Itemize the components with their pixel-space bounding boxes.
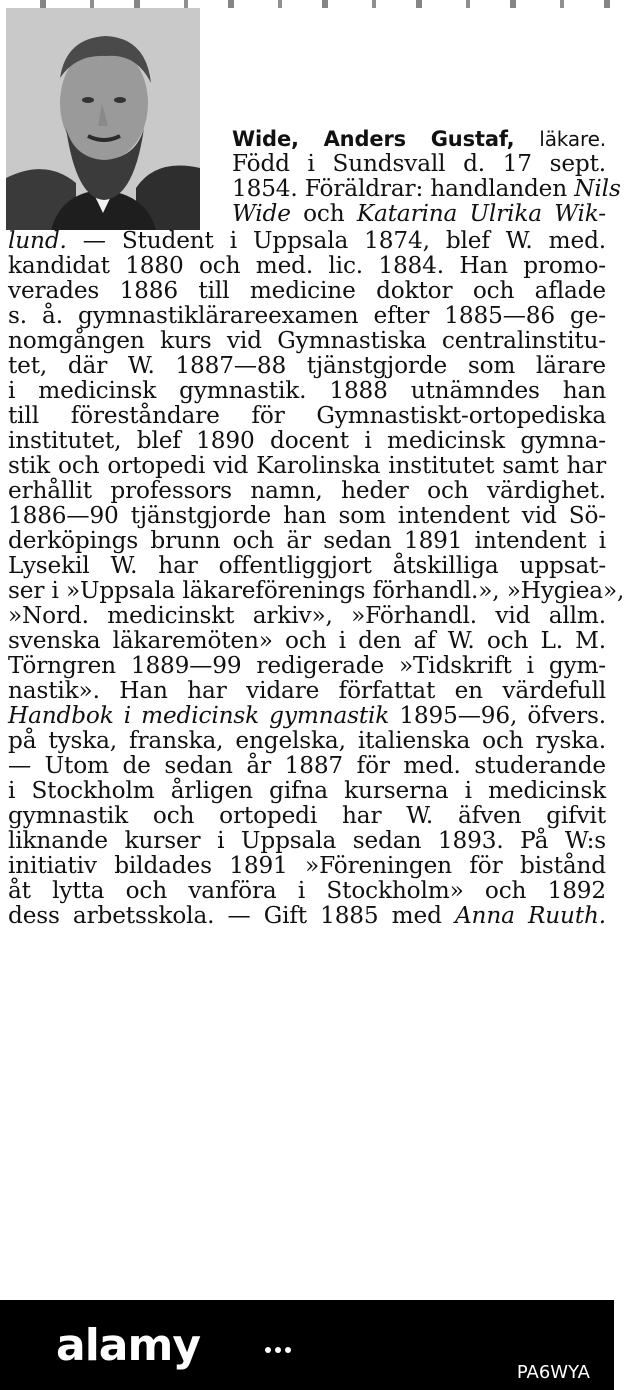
entry-line: Wide och Katarina Ulrika Wik- xyxy=(232,200,606,227)
book-title: Handbok i medicinsk gymnastik xyxy=(8,702,390,729)
cropped-previous-text xyxy=(0,0,614,8)
portrait-illustration xyxy=(6,8,200,230)
portrait-photo xyxy=(6,8,200,230)
entry-profession: läkare. xyxy=(539,127,606,151)
entry-line: initiativ bildades 1891 »Föreningen för bistånd xyxy=(8,852,606,879)
entry-line: Törngren 1889—99 redigerade »Tidskrift i gym- xyxy=(8,652,606,679)
entry-line: — Utom de sedan år 1887 för med. studerande xyxy=(8,752,606,779)
entry-name: Wide, Anders Gustaf, xyxy=(232,127,515,151)
entry-line: Född i Sundsvall d. 17 sept. xyxy=(232,150,606,177)
entry-line: erhållit professors namn, heder och värdighet. xyxy=(8,477,606,504)
entry-line: lund. — Student i Uppsala 1874, blef W. med. xyxy=(8,227,606,254)
entry-line: kandidat 1880 och med. lic. 1884. Han promo- xyxy=(8,252,606,279)
entry-line: dess arbetsskola. — Gift 1885 med Anna Ruuth. xyxy=(8,902,606,929)
entry-line: verades 1886 till medicine doktor och aflade xyxy=(8,277,606,304)
entry-line: 1854. Föräldrar: handlanden Nils xyxy=(232,175,621,202)
entry-line: svenska läkaremöten» och i den af W. och L. M. xyxy=(8,627,606,654)
entry-line: 1886—90 tjänstgjorde han som intendent vid Sö- xyxy=(8,502,606,529)
entry-line: institutet, blef 1890 docent i medicinsk gymna- xyxy=(8,427,606,454)
entry-line: till föreståndare för Gymnastiskt-ortopediska xyxy=(8,402,606,429)
entry-line: nomgången kurs vid Gymnastiska centralinstitu- xyxy=(8,327,606,354)
entry-line: ser i »Uppsala läkareförenings förhandl.», »Hygiea», xyxy=(8,577,624,604)
image-id: PA6WYA xyxy=(516,1362,590,1383)
entry-line: s. å. gymnastiklärareexamen efter 1885—86 ge- xyxy=(8,302,606,329)
mother-name: Katarina Ulrika Wik- xyxy=(356,200,606,227)
entry-line: liknande kurser i Uppsala sedan 1893. På W:s xyxy=(8,827,606,854)
logo-dots-icon xyxy=(262,1340,292,1360)
entry-line: Lysekil W. har offentliggjort åtskilliga uppsat- xyxy=(8,552,606,579)
entry-line: i medicinsk gymnastik. 1888 utnämndes han xyxy=(8,377,606,404)
stock-footer-bar xyxy=(0,1300,614,1390)
entry-line: tet, där W. 1887—88 tjänstgjorde som lärare xyxy=(8,352,606,379)
entry-line: »Nord. medicinskt arkiv», »Förhandl. vid allm. xyxy=(8,602,606,629)
spouse-name: Anna Ruuth. xyxy=(454,902,606,929)
alamy-logo: alamy xyxy=(56,1320,200,1371)
entry-line: på tyska, franska, engelska, italienska och ryska. xyxy=(8,727,606,754)
entry-line: åt lytta och vanföra i Stockholm» och 1892 xyxy=(8,877,606,904)
entry-line: nastik». Han har vidare författat en värdefull xyxy=(8,677,606,704)
father-name: Nils xyxy=(574,175,621,202)
entry-line: stik och ortopedi vid Karolinska institutet samt har xyxy=(8,452,606,479)
entry-line: Handbok i medicinsk gymnastik 1895—96, öfvers. xyxy=(8,702,606,729)
entry-line: i Stockholm årligen gifna kurserna i medicinsk xyxy=(8,777,606,804)
father-surname: Wide xyxy=(232,200,291,227)
entry-line: gymnastik och ortopedi har W. äfven gifvit xyxy=(8,802,606,829)
entry-line: derköpings brunn och är sedan 1891 intendent i xyxy=(8,527,606,554)
entry-heading-line xyxy=(232,126,606,152)
